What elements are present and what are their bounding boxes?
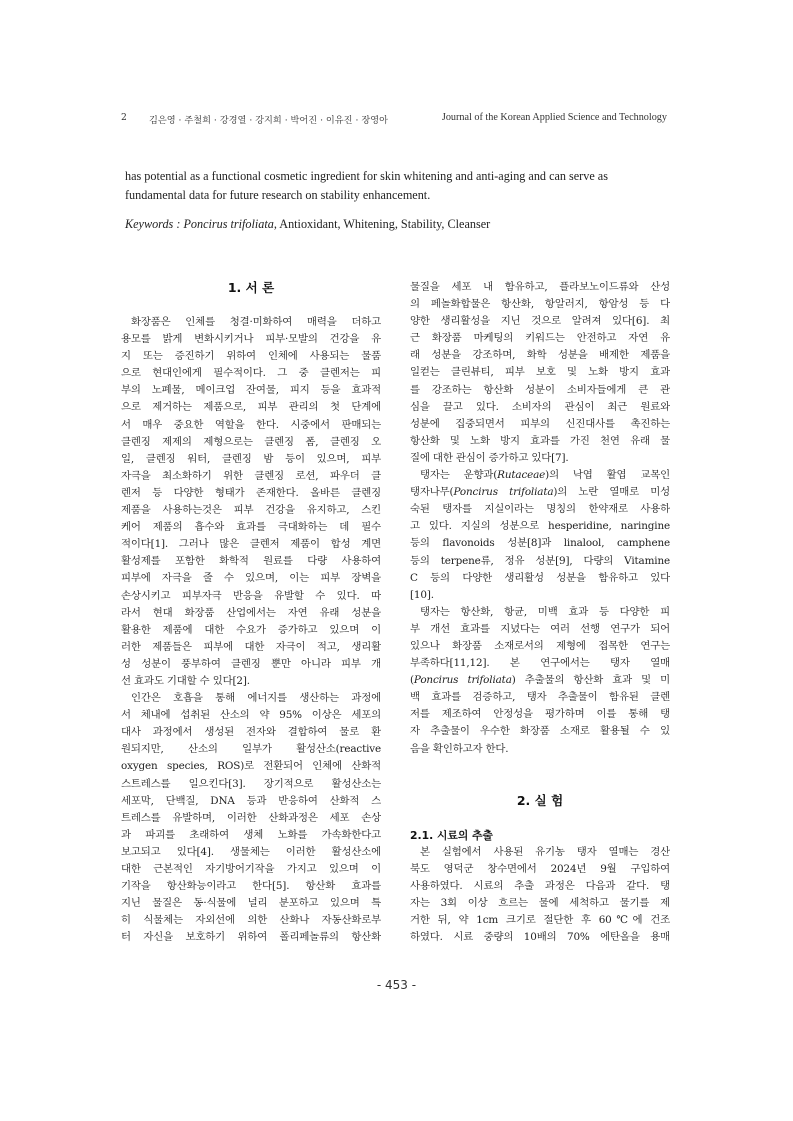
text-line: 세포막, 단백질, DNA 등과 반응하여 산화적 스 — [121, 794, 381, 807]
text-line: 피부에 자극을 줄 수 있으며, 이는 피부 장벽을 — [121, 572, 381, 585]
text-line: 사용하였다. 시료의 추출 과정은 다음과 같다. 탱 — [410, 879, 670, 892]
text-line: 과 파괴를 초래하여 생체 노화를 가속화한다고 — [121, 828, 381, 841]
text-line: 으로 제거하는 제품으로, 피부 관리의 첫 단계에 — [121, 401, 381, 414]
text-line: 탱자는 항산화, 항균, 미백 효과 등 다양한 피 — [420, 605, 670, 618]
text-line: 인간은 호흡을 통해 에너지를 생산하는 과정에 — [131, 692, 381, 705]
text-line: 대사 과정에서 생성된 전자와 결합하여 물로 환 — [121, 726, 381, 739]
text-line: 저를 제조하여 안정성을 평가하며 이를 통해 탱 — [410, 708, 670, 721]
keywords-list: , Antioxidant, Whitening, Stability, Cleanser — [273, 217, 491, 231]
text-line: 기작을 항산화능이라고 한다[5]. 항산화 효과를 — [121, 880, 381, 893]
text-line: (Poncirus trifoliata) 추출물의 항산화 효과 및 미 — [410, 674, 670, 687]
text-line: 성 성분이 풍부하여 클렌징 뿐만 아니라 피부 개 — [121, 657, 381, 670]
keywords — [125, 217, 670, 232]
text-line: [10]. — [410, 588, 434, 601]
text-line: 제품을 사용하는것은 피부 건강을 유지하고, 스킨 — [121, 504, 381, 517]
text-line: 물질을 세포 내 함유하고, 플라보노이드류와 산성 — [410, 281, 670, 293]
subsection-2-1-heading: 2.1. 시료의 추출 — [410, 828, 493, 842]
section-1-heading: 1. 서 론 — [227, 280, 275, 295]
left-column — [121, 279, 381, 946]
running-header — [121, 112, 667, 126]
text-line: oxygen species, ROS)로 전환되어 인체에 산화적 — [121, 760, 381, 773]
abstract-tail — [125, 167, 670, 204]
text-line: 으로 현대인에게 필수적이다. 그 중 클렌저는 피 — [121, 367, 381, 380]
text-line: 거한 뒤, 약 1cm 크기로 절단한 후 60℃에 건조 — [410, 914, 670, 926]
text-line: 선 효과도 기대할 수 있다[2]. — [121, 674, 250, 687]
text-line: 있으나 화장품 소재로서의 제형에 접목한 연구는 — [410, 639, 670, 652]
keywords-species: Poncirus trifoliata — [183, 217, 274, 231]
header-authors: 김은영 · 주철희 · 강경열 · 강지희 · 박어진 · 이유진 · 장영아 — [149, 115, 388, 126]
text-line: 탱자나무(Poncirus trifoliata)의 노란 열매로 미성 — [410, 486, 670, 499]
text-line: 자는 3회 이상 흐르는 물에 세척하고 물기를 제 — [410, 896, 670, 909]
text-line: 하였다. 시료 중량의 10배의 70% 에탄올을 용매 — [410, 931, 670, 944]
section-2-heading: 2. 실 험 — [516, 792, 564, 808]
text-line: 를 강조하는 항산화 성분이 소비자들에게 큰 관 — [410, 383, 670, 396]
text-line: 라서 현대 화장품 산업에서는 자연 유래 성분을 — [121, 606, 381, 619]
abstract-line: fundamental data for future research on stability enhancement. — [125, 187, 431, 202]
text-line: 부족하다[11,12]. 본 연구에서는 탱자 열매 — [410, 657, 670, 670]
text-line: 클렌징 제제의 제형으로는 클렌징 폼, 클렌징 오 — [121, 435, 381, 448]
text-line: 보고되고 있다[4]. 생물체는 이러한 활성산소에 — [121, 845, 381, 858]
text-line: 부의 노폐물, 메이크업 잔여물, 피지 등을 효과적 — [121, 384, 381, 397]
text-line: 백 효과를 검증하고, 탱자 추출물이 함유된 클렌 — [410, 691, 670, 704]
text-line: 터 자신을 보호하기 위하여 폴리페놀류의 항산화 — [121, 931, 381, 944]
text-line: 본 실험에서 사용된 유기농 탱자 열매는 경산 — [420, 845, 670, 858]
text-line: 원되지만, 산소의 일부가 활성산소(reactive — [121, 743, 381, 756]
text-line: C 등의 다양한 생리활성 성분을 함유하고 있다 — [410, 571, 670, 584]
text-line: 래 성분을 강조하며, 화학 성분을 배제한 제품을 — [410, 349, 670, 362]
text-line: 근 화장품 마케팅의 키워드는 안전하고 자연 유 — [410, 332, 670, 345]
header-page-number: 2 — [121, 112, 127, 123]
header-journal-title: Journal of the Korean Applied Science and Technology — [441, 112, 667, 123]
text-line: 지닌 물질은 동·식물에 널리 분포하고 있으며 특 — [121, 897, 381, 910]
text-line: 손상시키고 피부자극 반응을 유발할 수 있다. 따 — [121, 589, 381, 602]
text-line: 서 매우 중요한 역할을 한다. 시중에서 판매되는 — [121, 418, 381, 431]
text-line: 스트레스를 일으킨다[3]. 장기적으로 활성산소는 — [121, 777, 381, 790]
text-line: 양한 생리활성을 지닌 것으로 알려져 있다[6]. 최 — [410, 315, 670, 328]
text-line: 질에 대한 관심이 증가하고 있다[7]. — [410, 451, 569, 464]
section-1-body-continued — [410, 279, 670, 758]
text-line: 활용한 제품에 대한 수요가 증가하고 있으며 이 — [121, 623, 381, 636]
section-2-1-body — [410, 844, 670, 947]
text-line: 활성제를 포함한 화학적 원료를 다량 사용하여 — [121, 555, 381, 568]
text-line: 지 또는 증진하기 위하여 인체에 사용되는 물품 — [121, 350, 381, 363]
section-1-body — [121, 314, 381, 946]
text-line: 등의 terpene류, 정유 성분[9], 다량의 Vitamine — [410, 554, 670, 567]
right-column — [410, 279, 670, 946]
page-number: - 453 - — [376, 978, 417, 992]
text-line: 히 식물체는 자외선에 의한 산화나 자동산화로부 — [121, 914, 381, 927]
text-line: 성분에 집중되면서 피부의 신진대사를 촉진하는 — [410, 417, 670, 430]
text-line: 항산화 및 노화 방지 효과를 가진 천연 유래 물 — [410, 434, 670, 447]
text-line: 음을 확인하고자 한다. — [410, 742, 509, 755]
text-line: 러한 제품들은 피부에 대한 자극이 적고, 생리활 — [121, 640, 381, 653]
text-line: 자극을 최소화하기 위한 클렌징 로션, 파우더 클 — [121, 469, 381, 482]
keywords-label: Keywords : — [125, 217, 184, 231]
text-line: 일, 클렌징 워터, 클렌징 밤 등이 있으며, 피부 — [121, 452, 381, 465]
text-line: 서 체내에 섭취된 산소의 약 95% 이상은 세포의 — [121, 709, 381, 722]
text-line: 대한 근본적인 자기방어기작을 가지고 있으며 이 — [121, 863, 381, 875]
text-line: 숙된 탱자를 지실이라는 명칭의 한약재로 사용하 — [410, 503, 670, 516]
text-line: 의 페놀화합물은 항산화, 항알러지, 항암성 등 다 — [410, 298, 670, 311]
abstract-line: has potential as a functional cosmetic ingredient for skin whitening and anti-aging and can serve as — [125, 169, 608, 183]
text-line: 심을 끌고 있다. 소비자의 관심이 최근 원료와 — [410, 400, 670, 413]
text-line: 부 개선 효과를 지녔다는 여러 선행 연구가 되어 — [410, 622, 670, 635]
text-line: 케어 제품의 흡수와 효과를 극대화하는 데 필수 — [121, 521, 381, 534]
text-line: 등의 flavonoids 성분[8]과 linalool, camphene — [410, 537, 670, 550]
text-line: 일컫는 클린뷰티, 피부 보호 및 노화 방지 효과 — [410, 366, 670, 379]
text-line: 북도 영덕군 창수면에서 2024년 9월 구입하여 — [410, 862, 670, 875]
text-line: 화장품은 인체를 청결·미화하여 매력을 더하고 — [131, 316, 381, 328]
text-line: 탱자는 운향과(Rutaceae)의 낙엽 활엽 교목인 — [420, 469, 670, 482]
text-line: 렌저 등 다양한 형태가 존재한다. 올바른 클렌징 — [121, 486, 381, 499]
text-line: 고 있다. 지실의 성분으로 hesperidine, naringine — [410, 520, 670, 533]
text-line: 적이다[1]. 그러나 많은 클렌저 제품이 합성 계면 — [121, 538, 381, 551]
text-line: 용모를 밝게 변화시키거나 피부·모발의 건강을 유 — [121, 333, 381, 346]
text-line: 자 추출물이 우수한 화장품 소재로 활용될 수 있 — [410, 725, 670, 738]
text-line: 트레스를 유발하며, 이러한 산화과정은 세포 손상 — [121, 811, 381, 824]
